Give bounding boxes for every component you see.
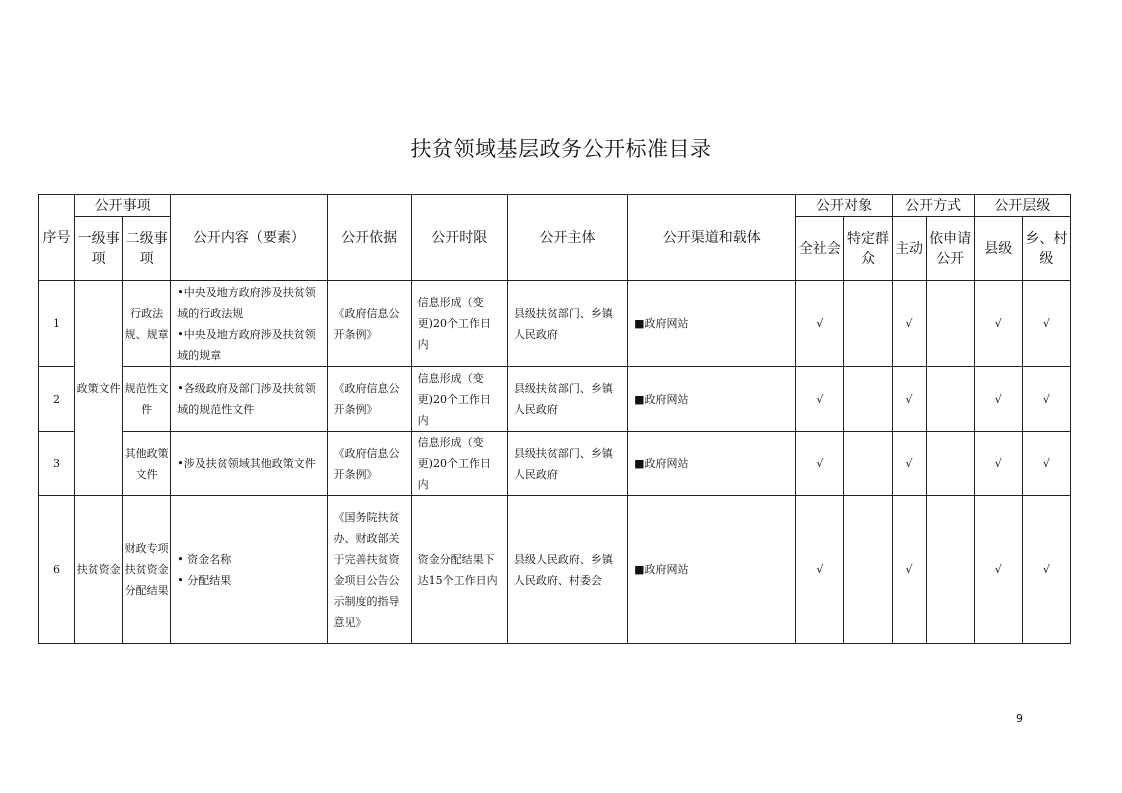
- table-row: [39, 281, 1071, 367]
- row-level2: 行政法规、规章: [123, 281, 171, 367]
- check-audience-specific: [844, 432, 892, 496]
- check-audience-all: √: [796, 432, 844, 496]
- row-level2: 其他政策文件: [123, 432, 171, 496]
- content-item: •中央及地方政府涉及扶贫领域的行政法规: [177, 285, 316, 320]
- header-public-items: 公开事项: [75, 195, 171, 217]
- row-subject: 县级扶贫部门、乡镇人民政府: [507, 367, 627, 432]
- row-time-limit: 信息形成（变更)20个工作日内: [411, 432, 507, 496]
- check-method-active: √: [892, 367, 926, 432]
- page-number: 9: [1016, 712, 1023, 725]
- check-method-request: [926, 367, 974, 432]
- header-basis: 公开依据: [327, 195, 411, 281]
- check-scope-village: √: [1022, 367, 1070, 432]
- group-poverty-funds: 扶贫资金: [75, 496, 123, 644]
- header-content: 公开内容（要素）: [171, 195, 327, 281]
- row-content: [171, 496, 327, 644]
- check-audience-all: √: [796, 281, 844, 367]
- row-channel: ■政府网站: [628, 367, 796, 432]
- check-method-request: [926, 432, 974, 496]
- row-level2: 规范性文件: [123, 367, 171, 432]
- row-channel: ■政府网站: [628, 496, 796, 644]
- row-time-limit: 信息形成（变更)20个工作日内: [411, 367, 507, 432]
- row-level2: 财政专项扶贫资金分配结果: [123, 496, 171, 644]
- row-basis: 《国务院扶贫办、财政部关于完善扶贫资金项目公告公示制度的指导意见》: [327, 496, 411, 644]
- row-channel: ■政府网站: [628, 432, 796, 496]
- group-policy-docs: 政策文件: [75, 281, 123, 496]
- row-time-limit: 资金分配结果下达15个工作日内: [411, 496, 507, 644]
- check-scope-county: √: [974, 432, 1022, 496]
- header-subject: 公开主体: [507, 195, 627, 281]
- row-seq: 1: [39, 281, 75, 367]
- check-audience-all: √: [796, 367, 844, 432]
- check-scope-village: √: [1022, 496, 1070, 644]
- content-item: •各级政府及部门涉及扶贫领域的规范性文件: [177, 382, 316, 416]
- table-row: [39, 367, 1071, 432]
- header-level2: 二级事项: [123, 217, 171, 281]
- check-audience-all: √: [796, 496, 844, 644]
- content-item: • 分配结果: [177, 573, 232, 587]
- row-seq: 6: [39, 496, 75, 644]
- table-row: [39, 496, 1071, 644]
- row-seq: 3: [39, 432, 75, 496]
- row-seq: 2: [39, 367, 75, 432]
- row-channel: ■政府网站: [628, 281, 796, 367]
- check-audience-specific: [844, 367, 892, 432]
- content-item: •涉及扶贫领域其他政策文件: [177, 457, 316, 470]
- row-subject: 县级人民政府、乡镇人民政府、村委会: [507, 496, 627, 644]
- check-audience-specific: [844, 281, 892, 367]
- row-basis: 《政府信息公开条例》: [327, 367, 411, 432]
- row-subject: 县级扶贫部门、乡镇人民政府: [507, 281, 627, 367]
- content-item: •中央及地方政府涉及扶贫领域的规章: [177, 327, 316, 362]
- check-method-active: √: [892, 281, 926, 367]
- header-audience-specific: 特定群众: [844, 217, 892, 281]
- check-audience-specific: [844, 496, 892, 644]
- row-content: [171, 281, 327, 367]
- catalog-table: [38, 194, 1071, 644]
- check-scope-county: √: [974, 496, 1022, 644]
- header-scope-county: 县级: [974, 217, 1022, 281]
- content-item: • 资金名称: [177, 552, 232, 566]
- header-time-limit: 公开时限: [411, 195, 507, 281]
- header-scope: 公开层级: [974, 195, 1070, 217]
- check-scope-county: √: [974, 367, 1022, 432]
- header-method-request: 依申请公开: [926, 217, 974, 281]
- check-scope-village: √: [1022, 432, 1070, 496]
- header-audience: 公开对象: [796, 195, 892, 217]
- check-scope-village: √: [1022, 281, 1070, 367]
- check-method-request: [926, 496, 974, 644]
- header-seq: 序号: [39, 195, 75, 281]
- header-audience-all: 全社会: [796, 217, 844, 281]
- document-title: 扶贫领域基层政务公开标准目录: [410, 137, 712, 161]
- table-row: [39, 432, 1071, 496]
- check-method-active: √: [892, 432, 926, 496]
- row-content: [171, 367, 327, 432]
- check-method-active: √: [892, 496, 926, 644]
- header-channel: 公开渠道和载体: [628, 195, 796, 281]
- check-method-request: [926, 281, 974, 367]
- header-level1: 一级事项: [75, 217, 123, 281]
- header-scope-village: 乡、村级: [1022, 217, 1070, 281]
- check-scope-county: √: [974, 281, 1022, 367]
- row-time-limit: 信息形成（变更)20个工作日内: [411, 281, 507, 367]
- header-method-active: 主动: [892, 217, 926, 281]
- header-method: 公开方式: [892, 195, 974, 217]
- row-content: [171, 432, 327, 496]
- row-basis: 《政府信息公开条例》: [327, 281, 411, 367]
- row-basis: 《政府信息公开条例》: [327, 432, 411, 496]
- row-subject: 县级扶贫部门、乡镇人民政府: [507, 432, 627, 496]
